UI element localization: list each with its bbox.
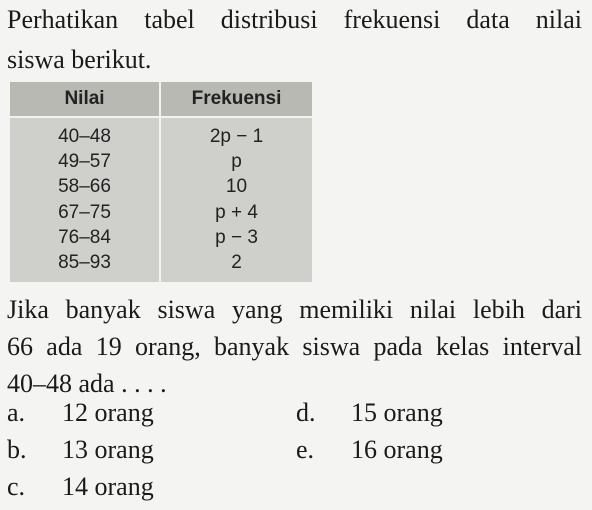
cell-frekuensi: p <box>231 151 242 173</box>
cell-nilai: 49–57 <box>10 150 160 175</box>
question-text <box>7 291 582 402</box>
option-text: 15 orang <box>351 398 443 427</box>
option-label: a. <box>7 398 26 427</box>
cell-nilai: 76–84 <box>10 225 160 250</box>
table-row <box>10 150 312 175</box>
option-label: b. <box>7 435 27 464</box>
option-label: e. <box>296 435 315 464</box>
intro-text <box>7 0 582 80</box>
question-line-2: 66 ada 19 orang, banyak siswa pada kelas interval <box>7 332 582 361</box>
intro-line-1: Perhatikan tabel distribusi frekuensi data nilai <box>7 5 582 34</box>
cell-nilai: 85–93 <box>10 250 160 282</box>
option-a[interactable] <box>7 396 154 430</box>
frequency-table <box>10 82 312 282</box>
option-d[interactable] <box>296 396 443 430</box>
table-row <box>10 250 312 282</box>
cell-frekuensi: p − 3 <box>215 226 258 248</box>
question-line-1: Jika banyak siswa yang memiliki nilai lebih dari <box>7 295 582 324</box>
option-text: 13 orang <box>62 435 154 464</box>
option-label: c. <box>7 472 26 501</box>
option-text: 16 orang <box>351 435 443 464</box>
cell-nilai: 67–75 <box>10 200 160 225</box>
table-row <box>10 117 312 150</box>
option-text: 14 orang <box>62 472 154 501</box>
cell-frekuensi: p + 4 <box>215 201 258 223</box>
option-c[interactable] <box>7 470 154 504</box>
cell-nilai: 40–48 <box>10 117 160 150</box>
cell-frekuensi: 2 <box>231 252 242 274</box>
table-header-row <box>10 82 312 117</box>
intro-line-2: siswa berikut. <box>7 45 152 74</box>
header-nilai: Nilai <box>10 82 160 117</box>
question-line-3: 40–48 ada . . . . <box>7 369 167 398</box>
cell-frekuensi: 10 <box>225 176 248 198</box>
option-text: 12 orang <box>62 398 154 427</box>
frequency-table-container <box>10 82 312 282</box>
option-e[interactable] <box>296 433 443 467</box>
option-b[interactable] <box>7 433 154 467</box>
option-label: d. <box>296 398 316 427</box>
cell-nilai: 58–66 <box>10 175 160 200</box>
table-row <box>10 175 312 200</box>
header-frekuensi: Frekuensi <box>160 82 312 117</box>
table-row <box>10 225 312 250</box>
table-row <box>10 200 312 225</box>
cell-frekuensi: 2p − 1 <box>209 125 264 147</box>
